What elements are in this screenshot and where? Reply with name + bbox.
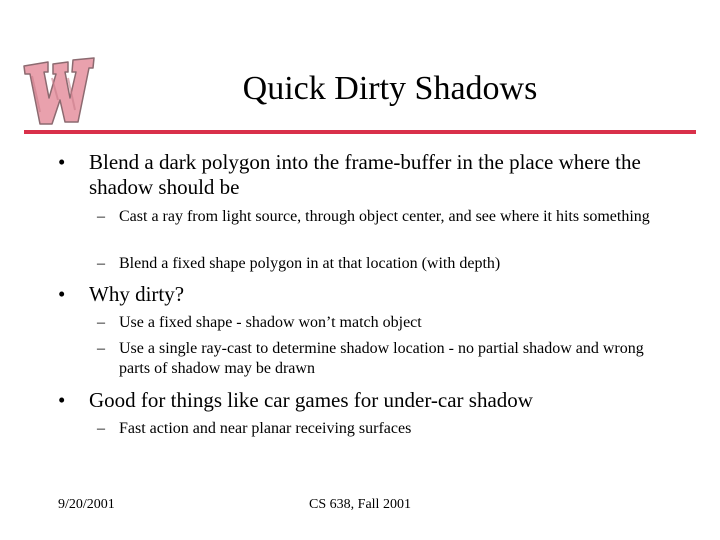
slide-title: Quick Dirty Shadows <box>242 70 538 107</box>
sub-bullet-marker: – <box>97 255 105 272</box>
bullet-text: Blend a dark polygon into the frame-buffer in the place where the shadow should be <box>89 150 641 199</box>
bullet-marker: • <box>58 282 66 306</box>
bullet-marker: • <box>58 150 66 174</box>
sub-bullet-marker: – <box>97 340 105 357</box>
sub-bullet-text: Use a fixed shape - shadow won’t match object <box>119 314 422 331</box>
sub-bullet-text: Fast action and near planar receiving surfaces <box>119 420 412 437</box>
sub-bullet-marker: – <box>97 208 105 225</box>
wisconsin-w-logo-icon <box>18 52 96 128</box>
sub-bullet-text: Use a single ray-cast to determine shadow location - no partial shadow and wrong parts of shadow may be drawn <box>119 340 644 377</box>
sub-bullet-marker: – <box>97 420 105 437</box>
bullet-text: Why dirty? <box>89 282 185 306</box>
bullet-marker: • <box>58 388 66 412</box>
footer-course: CS 638, Fall 2001 <box>309 497 411 512</box>
sub-bullet-text: Cast a ray from light source, through object center, and see where it hits something <box>119 208 650 225</box>
bullet-text: Good for things like car games for under-car shadow <box>89 388 533 412</box>
sub-bullet-text: Blend a fixed shape polygon in at that location (with depth) <box>119 255 501 272</box>
title-divider <box>24 130 696 134</box>
footer-date: 9/20/2001 <box>58 497 115 512</box>
sub-bullet-marker: – <box>97 314 105 331</box>
